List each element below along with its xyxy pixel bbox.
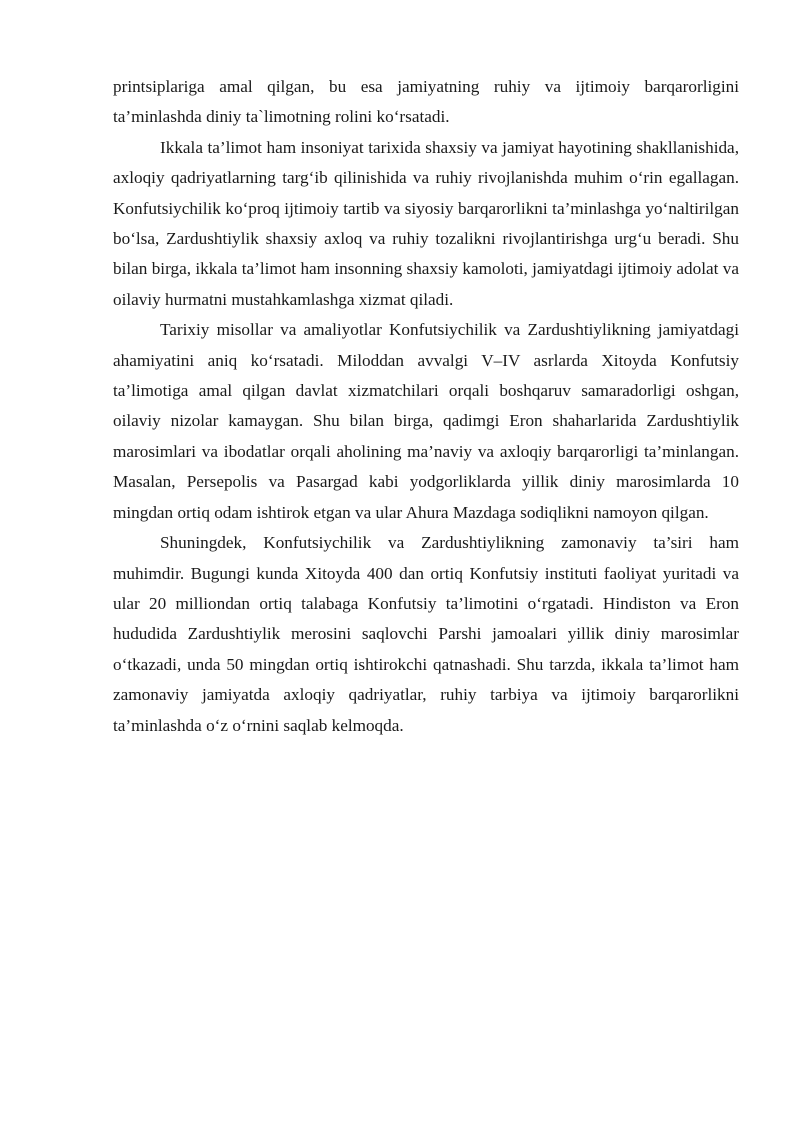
paragraph-comparison: Ikkala ta’limot ham insoniyat tarixida shaxsiy va jamiyat hayotining shakllanishida, axloqiy qadriyatlarning targ‘ib qilinishida va ruhiy rivojlanishda muhim o‘rin egallagan. Konfutsiychilik ko‘proq ijtimoiy tartib va siyosiy barqarorlikni ta’minlashga yo‘naltirilgan bo‘lsa, Zardushtiylik shaxsiy axloq va ruhiy tozalikni rivojlantirishga urg‘u beradi. Shu bilan birga, ikkala ta’limot ham insonning shaxsiy kamoloti, jamiyatdagi ijtimoiy adolat va oilaviy hurmatni mustahkamlashga xizmat qiladi. <box>113 137 739 309</box>
paragraph-historical-examples: Tarixiy misollar va amaliyotlar Konfutsiychilik va Zardushtiylikning jamiyatdagi ahamiyatini aniq ko‘rsatadi. Miloddan avvalgi V–IV asrlarda Xitoyda Konfutsiy ta’limotiga amal qilgan davlat xizmatchilari orqali boshqaruv samaradorligi oshgan, oilaviy nizolar kamaygan. Shu bilan birga, qadimgi Eron shaharlarida Zardushtiylik marosimlari va ibodatlar orqali aholining ma’naviy va axloqiy barqarorligi ta’minlangan. Masalan, Persepolis va Pasargad kabi yodgorliklarda yillik diniy marosimlarda 10 mingdan ortiq odam ishtirok etgan va ular Ahura Mazdaga sodiqlikni namoyon qilgan. <box>113 320 739 522</box>
document-body <box>113 72 739 741</box>
paragraph-modern-influence: Shuningdek, Konfutsiychilik va Zardushtiylikning zamonaviy ta’siri ham muhimdir. Bugungi kunda Xitoyda 400 dan ortiq Konfutsiy instituti faoliyat yuritadi va ular 20 milliondan ortiq talabaga Konfutsiy ta’limotini o‘rgatadi. Hindiston va Eron hududida Zardushtiylik merosini saqlovchi Parshi jamoalari yillik diniy marosimlar o‘tkazadi, unda 50 mingdan ortiq ishtirokchi qatnashadi. Shu tarzda, ikkala ta’limot ham zamonaviy jamiyatda axloqiy qadriyatlar, ruhiy tarbiya va ijtimoiy barqarorlikni ta’minlashda o‘z o‘rnini saqlab kelmoqda. <box>113 533 739 735</box>
paragraph-continuation: printsiplariga amal qilgan, bu esa jamiyatning ruhiy va ijtimoiy barqarorligini ta’minlashda diniy ta`limotning rolini ko‘rsatadi. <box>113 77 739 127</box>
